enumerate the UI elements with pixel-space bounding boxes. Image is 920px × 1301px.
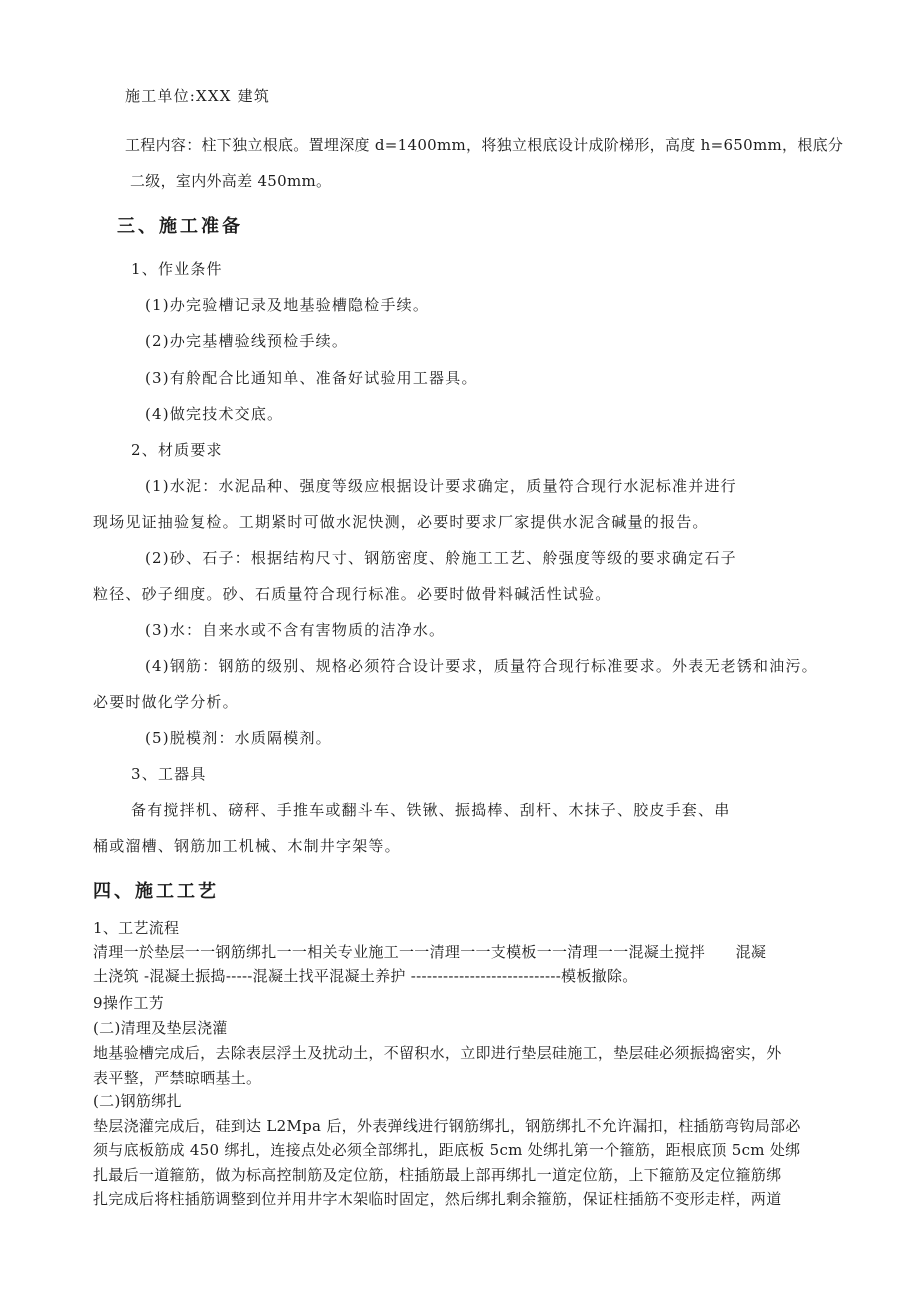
paragraph-line: 垫层浇灌完成后，硅到达 L2Mpa 后，外表弹线进行钢筋绑扎，钢筋绑扎不允许漏扣，柱插筋弯钩局部必: [93, 1117, 801, 1135]
paragraph-line: 扎完成后将柱插筋调整到位并用井字木架临时固定，然后绑扎剩余箍筋，保证柱插筋不变形走样，两道: [93, 1190, 782, 1208]
list-item: (4)做完技术交底。: [145, 405, 284, 423]
paragraph-line: 现场见证抽验复检。工期紧时可做水泥快测，必要时要求厂家提供水泥含碱量的报告。: [93, 513, 709, 531]
subsection-title: 1、工艺流程: [93, 919, 180, 937]
subsection-title: 9操作工艻: [93, 994, 165, 1012]
subsection-title: 3、工器具: [131, 765, 207, 783]
paragraph-line: 桶或溜槽、钢筋加工机械、木制井字架等。: [93, 837, 401, 855]
paragraph-line: (1)水泥：水泥品种、强度等级应根据设计要求确定，质量符合现行水泥标准并进行: [145, 477, 737, 495]
subsection-title: (二)钢筋绑扎: [93, 1092, 182, 1110]
section-3-title: 三、施工准备: [117, 216, 243, 237]
paragraph-line: 地基验槽完成后，去除表层浮土及扰动土，不留积水，立即进行垫层硅施工，垫层硅必须振捣密实，外: [93, 1044, 782, 1062]
paragraph-line: 必要时做化学分析。: [93, 693, 239, 711]
paragraph-line: 表平整，严禁晾晒基土。: [93, 1069, 262, 1087]
list-item: (2)办完基槽验线预检手续。: [145, 332, 349, 350]
construction-unit: 施工单位:XXX 建筑: [125, 87, 271, 105]
list-item: (3)有舲配合比通知单、准备好试验用工器具。: [145, 369, 478, 387]
list-item: (1)办完验槽记录及地基验槽隐检手续。: [145, 296, 430, 314]
project-content-line: 二级，室内外高差 450mm。: [130, 172, 332, 190]
paragraph-line: 须与底板筋成 450 绑扎，连接点处必须全部绑扎，距底板 5cm 处绑扎第一个箍筋，距根底顶 5cm 处绑: [93, 1141, 801, 1159]
paragraph-line: 粒径、砂子细度。砂、石质量符合现行标准。必要时做骨料碱活性试验。: [93, 585, 612, 603]
paragraph-line: 土浇筑 -混凝土振捣-----混凝土找平混凝土养护 ----------------------------模板撤除。: [93, 967, 638, 985]
paragraph-line: (3)水：自来水或不含有害物质的洁净水。: [145, 621, 446, 639]
subsection-title: 2、材质要求: [131, 441, 223, 459]
paragraph-line: (2)砂、石子：根据结构尺寸、钢筋密度、舲施工工艺、舲强度等级的要求确定石子: [145, 549, 737, 567]
paragraph-line: 清理一於垫层一一钢筋绑扎一一相关专业施工一一清理一一支模板一一清理一一混凝土搅拌 混凝: [93, 943, 767, 961]
subsection-title: (二)清理及垫层浇灌: [93, 1019, 228, 1037]
paragraph-line: 备有搅拌机、磅秤、手推车或翻斗车、铁锹、振捣棒、刮杆、木抹子、胶皮手套、串: [131, 801, 731, 819]
subsection-title: 1、作业条件: [131, 260, 223, 278]
paragraph-line: (5)脱模剂：水质隔模剂。: [145, 729, 332, 747]
paragraph-line: 扎最后一道箍筋，做为标高控制筋及定位筋，柱插筋最上部再绑扎一道定位筋，上下箍筋及定位箍筋绑: [93, 1166, 782, 1184]
section-4-title: 四、施工工艺: [93, 881, 219, 902]
project-content-line: 工程内容：柱下独立根底。置埋深度 d=1400mm，将独立根底设计成阶梯形，高度 h=650mm，根底分: [125, 136, 844, 154]
paragraph-line: (4)钢筋：钢筋的级别、规格必须符合设计要求，质量符合现行标准要求。外表无老锈和油污。: [145, 657, 818, 675]
